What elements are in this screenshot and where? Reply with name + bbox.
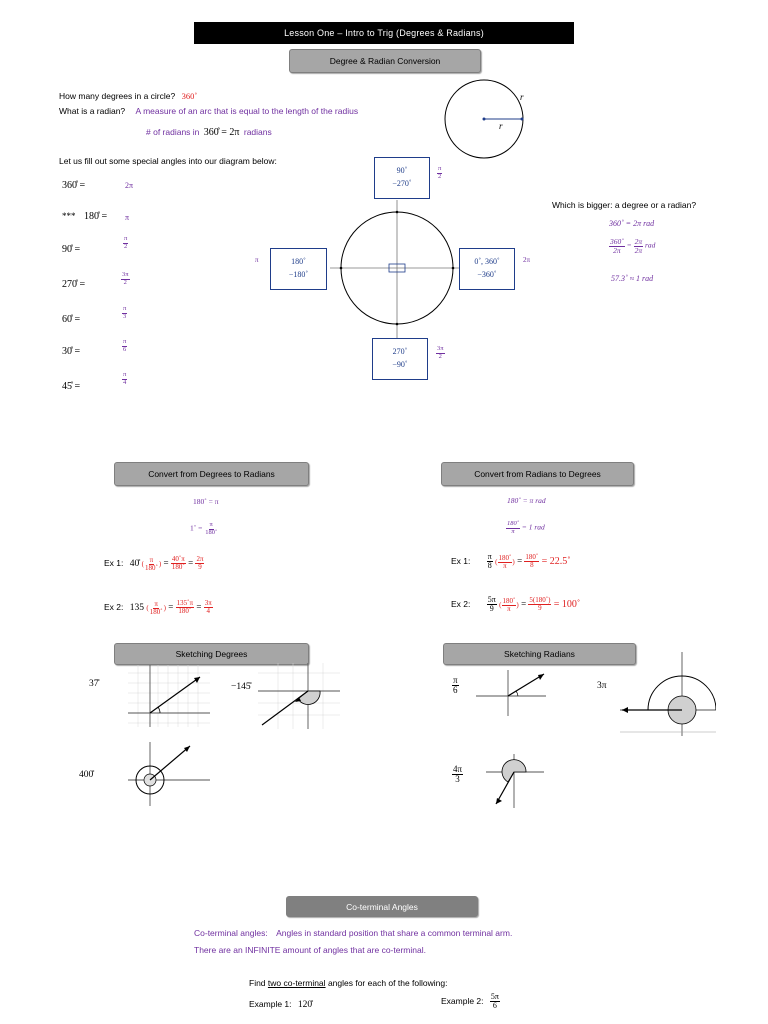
frac-num: 5π xyxy=(487,595,496,604)
angle-box-bottom-pos: 270˚ xyxy=(392,347,408,357)
frac-den: 8 xyxy=(530,561,534,569)
frac-den: 9 xyxy=(198,563,202,571)
radius-label-r: r xyxy=(499,121,503,131)
special-angle-deg: 45̊ = xyxy=(62,381,81,392)
frac-num: 4π xyxy=(453,764,463,774)
frac-den: 180˚ xyxy=(149,607,163,616)
sketch-3pi xyxy=(616,652,716,736)
sketch-label-neg145: −145̊ xyxy=(231,682,251,692)
angle-box-top xyxy=(374,157,430,199)
frac-num: π xyxy=(438,165,442,172)
angle-rad-bottom xyxy=(436,346,445,360)
frac-den: 2π xyxy=(613,245,621,255)
angle-box-left xyxy=(270,248,327,290)
frac-num: 40˚π xyxy=(171,555,185,563)
example-label: Example 2: xyxy=(441,995,484,1006)
special-angle-deg: 90̊ = xyxy=(62,244,81,255)
special-angle-deg: 60̊ = xyxy=(62,314,81,325)
question-degrees-text: How many degrees in a circle? xyxy=(59,91,176,101)
frac-num: π xyxy=(154,599,158,608)
bigger-line-1: 360˚ = 2π rad xyxy=(609,219,655,228)
frac-den: 180˚ xyxy=(171,563,185,571)
example-label: Ex 2: xyxy=(451,598,471,609)
frac-num: 3π xyxy=(437,345,444,352)
rad-deg-fact-2 xyxy=(506,521,545,535)
angle-rad-left: π xyxy=(255,256,259,264)
special-angle-rad xyxy=(121,272,130,286)
frac-num: 2π xyxy=(634,237,643,246)
frac-num: π xyxy=(487,552,492,561)
sketch-400-degrees xyxy=(128,740,210,806)
sketch-4pi-over-3 xyxy=(486,754,550,810)
special-angle-row xyxy=(62,244,80,255)
angle-box-right-pos: 0˚, 360˚ xyxy=(474,257,500,267)
example-label: Ex 2: xyxy=(104,601,124,612)
section-sketching-radians: Sketching Radians xyxy=(443,643,636,665)
coterminal-def-label: Co-terminal angles: xyxy=(194,928,268,938)
deg-rad-fact-1: 180˚ = π xyxy=(193,497,219,506)
frac-den: 4 xyxy=(206,607,210,615)
frac-den: 180˚ xyxy=(205,528,218,536)
angle-rad-top xyxy=(437,166,442,180)
bigger-question: Which is bigger: a degree or a radian? xyxy=(552,200,697,210)
frac-num: 360˚ xyxy=(610,237,624,246)
frac-den: 3 xyxy=(123,312,127,320)
frac-den: 9 xyxy=(489,604,494,613)
frac-num: 5(180˚) xyxy=(529,596,551,604)
section-radians-to-degrees: Convert from Radians to Degrees xyxy=(441,462,634,486)
radians-suffix: radians xyxy=(243,127,272,137)
example-value: 120̊ xyxy=(297,1000,313,1010)
frac-num: 2π xyxy=(196,555,204,563)
frac-den: 8 xyxy=(487,561,492,570)
special-angle-deg: 360̊ = xyxy=(62,180,86,191)
bigger-line-2: $\frac{360˚}{2\pi}$ = $\frac{2\pi}{2\pi}$ rad xyxy=(610,237,656,255)
question-degrees xyxy=(59,91,197,101)
angle-rad-right: 2π xyxy=(523,256,531,264)
angle-box-bottom xyxy=(372,338,428,380)
rad-deg-ex1: Ex 1: $\frac{\pi}{8}$ ( $\frac{180˚}{\pi}$ ) = $\frac{180˚}{8}$ = 22.5˚ xyxy=(451,552,571,570)
frac-den: 2 xyxy=(438,172,442,180)
frac-num: π xyxy=(124,235,128,242)
special-angles-intro: Let us fill out some special angles into our diagram below: xyxy=(59,156,277,166)
section-degrees-to-radians: Convert from Degrees to Radians xyxy=(114,462,309,486)
special-angle-rad xyxy=(122,339,127,353)
example-lhs: 40̊ xyxy=(129,558,140,569)
instruction-prefix: Find xyxy=(249,978,266,988)
special-angle-prefix: *** xyxy=(62,211,76,221)
sketch-label-pi6 xyxy=(452,676,459,695)
frac-num: 180˚ xyxy=(507,520,519,527)
frac-den: 180˚ xyxy=(144,563,158,572)
fact-lhs: 1˚ = xyxy=(190,523,203,533)
special-angle-row xyxy=(62,381,80,392)
sketch-label-400: 400̊ xyxy=(79,770,94,780)
frac-num: π xyxy=(149,555,154,564)
angle-box-left-neg: −180˚ xyxy=(288,270,309,279)
example-label: Ex 1: xyxy=(104,557,124,568)
section-sketching-degrees: Sketching Degrees xyxy=(114,643,309,665)
frac-num: π xyxy=(123,338,127,345)
frac-num: π xyxy=(123,371,127,378)
radians-value: 360̊ = 2π xyxy=(203,127,240,138)
frac-den: 180˚ xyxy=(178,607,192,615)
angle-box-left-pos: 180˚ xyxy=(291,257,306,267)
page-title: Lesson One – Intro to Trig (Degrees & Radians) xyxy=(194,22,574,44)
coterminal-example-1 xyxy=(249,999,312,1010)
answer-radian: A measure of an arc that is equal to the length of the radius xyxy=(135,106,359,116)
angle-box-top-neg: −270˚ xyxy=(392,179,412,188)
sketch-pi-over-6 xyxy=(476,668,550,718)
radians-prefix: # of radians in xyxy=(146,127,200,137)
special-angle-deg: 270̊ = xyxy=(62,279,86,290)
angle-box-right xyxy=(459,248,515,290)
special-angle-row xyxy=(62,211,107,222)
section-degree-radian-conversion: Degree & Radian Conversion xyxy=(289,49,481,73)
frac-den: 4 xyxy=(123,378,127,386)
fact-rhs: = 1 rad xyxy=(521,522,545,532)
coterminal-instruction xyxy=(249,978,448,988)
coterminal-definition xyxy=(194,928,512,938)
frac-den: 2 xyxy=(438,352,442,360)
angle-box-bottom-neg: −90˚ xyxy=(392,360,408,369)
sketch-label-3pi: 3π xyxy=(597,681,607,691)
coterminal-example-2 xyxy=(441,993,500,1010)
deg-rad-ex1: Ex 1: 40̊ ( $\frac{\pi}{180˚}$ ) = $\frac{40˚\pi}{180˚}$ = $\frac{2\pi}{9}$ xyxy=(104,555,204,572)
radian-circle-diagram xyxy=(440,78,540,162)
frac-den: 3 xyxy=(455,774,460,784)
sketch-neg145-degrees xyxy=(258,663,340,729)
instruction-underline: two co-terminal xyxy=(267,978,326,988)
frac-den: 9 xyxy=(538,604,542,612)
special-angle-row xyxy=(62,279,85,290)
deg-rad-ex2: Ex 2: 135 ( $\frac{\pi}{180˚}$ ) = $\frac{135˚\pi}{180˚}$ = $\frac{3\pi}{4}$ xyxy=(104,599,212,616)
special-angle-rad xyxy=(122,306,127,320)
radians-in-circle xyxy=(146,127,272,138)
frac-num: π xyxy=(209,521,213,528)
example-lhs: 135 xyxy=(129,602,144,613)
question-radian-text: What is a radian? xyxy=(59,106,126,116)
special-angle-rad: 2π xyxy=(125,181,134,190)
frac-num: 5π xyxy=(490,992,499,1001)
unit-circle-diagram xyxy=(330,200,480,346)
frac-den: 2 xyxy=(124,242,128,250)
frac-den: 6 xyxy=(492,1001,497,1010)
special-angle-row xyxy=(62,346,80,357)
rad-deg-fact-1: 180˚ = π rad xyxy=(507,496,546,505)
sketch-label-4pi3 xyxy=(452,765,463,784)
frac-num: 3π xyxy=(204,599,212,607)
special-angle-deg: 180̊ = xyxy=(84,211,108,222)
example-label: Ex 1: xyxy=(451,555,471,566)
frac-num: 135˚π xyxy=(176,599,193,607)
example-result: = 100˚ xyxy=(553,598,581,610)
example-result: = 22.5˚ xyxy=(541,555,571,567)
special-angle-rad xyxy=(123,236,128,250)
deg-rad-fact-2 xyxy=(190,522,218,536)
rad-deg-ex2: Ex 2: $\frac{5\pi}{9}$ ( $\frac{180˚}{\pi}$ ) = $\frac{5(180˚)}{9}$ = 100˚ xyxy=(451,595,581,613)
special-angle-row xyxy=(62,180,85,191)
frac-den: 6 xyxy=(453,685,458,695)
example-label: Example 1: xyxy=(249,999,292,1009)
frac-num: π xyxy=(453,675,458,685)
special-angle-deg: 30̊ = xyxy=(62,346,81,357)
special-angle-row xyxy=(62,314,80,325)
frac-num: 180˚ xyxy=(498,553,512,562)
angle-box-right-neg: −360˚ xyxy=(477,270,497,279)
frac-num: π xyxy=(123,305,127,312)
bigger-unit: rad xyxy=(644,240,656,250)
special-angle-rad: π xyxy=(125,213,130,222)
frac-den: 2π xyxy=(634,245,643,255)
frac-den: 6 xyxy=(123,345,127,353)
frac-den: π xyxy=(507,604,511,613)
frac-den: π xyxy=(503,561,507,570)
frac-num: 180˚ xyxy=(525,553,539,561)
sketch-label-37: 37̊ xyxy=(89,679,99,689)
section-coterminal-angles: Co-terminal Angles xyxy=(286,896,478,917)
frac-den: 2 xyxy=(123,278,127,286)
instruction-suffix: angles for each of the following: xyxy=(327,978,448,988)
question-radian xyxy=(59,106,358,116)
frac-num: 3π xyxy=(122,271,129,278)
special-angle-rad xyxy=(122,372,127,386)
angle-box-top-pos: 90˚ xyxy=(396,166,408,176)
bigger-line-3: 57.3˚ ≈ 1 rad xyxy=(611,274,654,283)
sketch-37-degrees xyxy=(128,665,210,727)
frac-num: 180˚ xyxy=(502,596,516,605)
coterminal-infinite: There are an INFINITE amount of angles that are co-terminal. xyxy=(194,945,426,955)
coterminal-def-text: Angles in standard position that share a common terminal arm. xyxy=(276,928,513,938)
answer-degrees: 360˚ xyxy=(181,91,198,101)
frac-den: π xyxy=(511,527,515,535)
arc-label-r: r xyxy=(520,92,524,102)
